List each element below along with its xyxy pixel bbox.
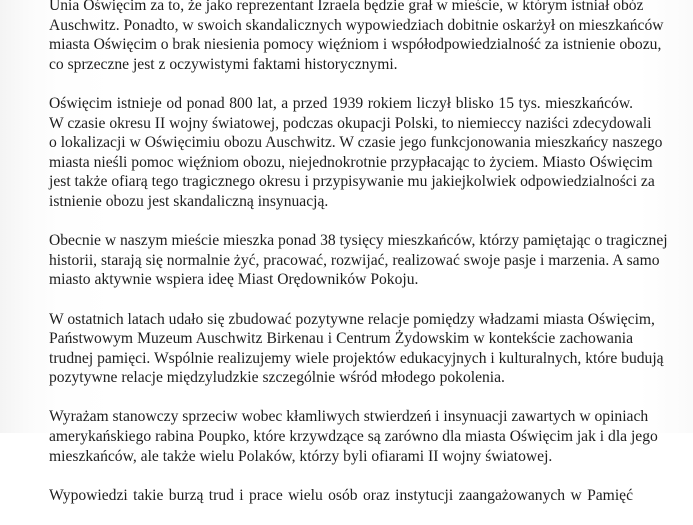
paragraph-closing — [49, 486, 633, 506]
text-line: co sprzeczne jest z oczywistymi faktami historycznymi. — [49, 55, 398, 73]
text-line: miasta nieśli pomoc więźniom obozu, niejednokrotnie przypłacając to życiem. Miasto Oświęcim — [49, 153, 653, 171]
paragraph-relations — [49, 310, 664, 388]
paragraph-objection — [49, 407, 658, 466]
paragraph-present-day — [49, 231, 668, 290]
text-line: miasta Oświęcim o brak niesienia pomocy więźniom i współodpowiedzialność za istnienie obozu, — [49, 36, 662, 54]
text-line: Unia Oświęcim za to, że jako reprezentant Izraela będzie grał w mieście, w którym istniał obóz — [49, 0, 644, 14]
text-line: Państwowym Muzeum Auschwitz Birkenau i Centrum Żydowskim w kontekście zachowania — [49, 330, 633, 348]
text-line: amerykańskiego rabina Poupko, które krzywdzące są zarówno dla miasta Oświęcim jak i dla jego — [49, 428, 658, 446]
text-line: Auschwitz. Ponadto, w swoich skandalicznych wypowiedziach dobitnie oskarżył on mieszkańców — [49, 16, 664, 34]
text-line: Wyrażam stanowczy sprzeciw wobec kłamliwych stwierdzeń i insynuacji zawartych w opiniach — [49, 408, 649, 426]
text-line: Obecnie w naszym mieście mieszka ponad 38 tysięcy mieszkańców, którzy pamiętając o tragicznej — [49, 232, 668, 250]
text-line: mieszkańców, ale także wielu Polaków, którzy byli ofiarami II wojny światowej. — [49, 447, 553, 465]
text-line: miasto aktywnie wspiera ideę Miast Orędowników Pokoju. — [49, 271, 419, 289]
text-line: o lokalizacji w Oświęcimiu obozu Auschwitz. W czasie jego funkcjonowania mieszkańcy naszego — [49, 134, 663, 152]
text-line: historii, starają się normalnie żyć, pracować, rozwijać, realizować swoje pasje i marzenia. A samo — [49, 251, 660, 269]
text-line: Oświęcim istnieje od ponad 800 lat, a przed 1939 rokiem liczył blisko 15 tys. mieszkańców. — [49, 94, 633, 112]
text-line: Wypowiedzi takie burzą trud i prace wielu osób oraz instytucji zaangażowanych w Pamięć — [49, 486, 633, 504]
text-line: trudnej pamięci. Wspólnie realizujemy wiele projektów edukacyjnych i kulturalnych, które budują — [49, 349, 664, 367]
text-line: W czasie okresu II wojny światowej, podczas okupacji Polski, to niemieccy naziści zdecydowali — [49, 114, 652, 132]
text-line: jest także ofiarą tego tragicznego okresu i przypisywanie mu jakiejkolwiek odpowiedzialności za — [49, 173, 655, 191]
text-line: pozytywne relacje międzyludzkie szczególnie wśród młodego pokolenia. — [49, 369, 505, 387]
paragraph-history — [49, 94, 663, 212]
letter-body — [49, 0, 668, 525]
paragraph-unia-oswiecim — [49, 0, 664, 74]
text-line: W ostatnich latach udało się zbudować pozytywne relacje pomiędzy władzami miasta Oświęcim, — [49, 310, 655, 328]
text-line: istnienie obozu jest skandaliczną insynuacją. — [49, 192, 329, 210]
